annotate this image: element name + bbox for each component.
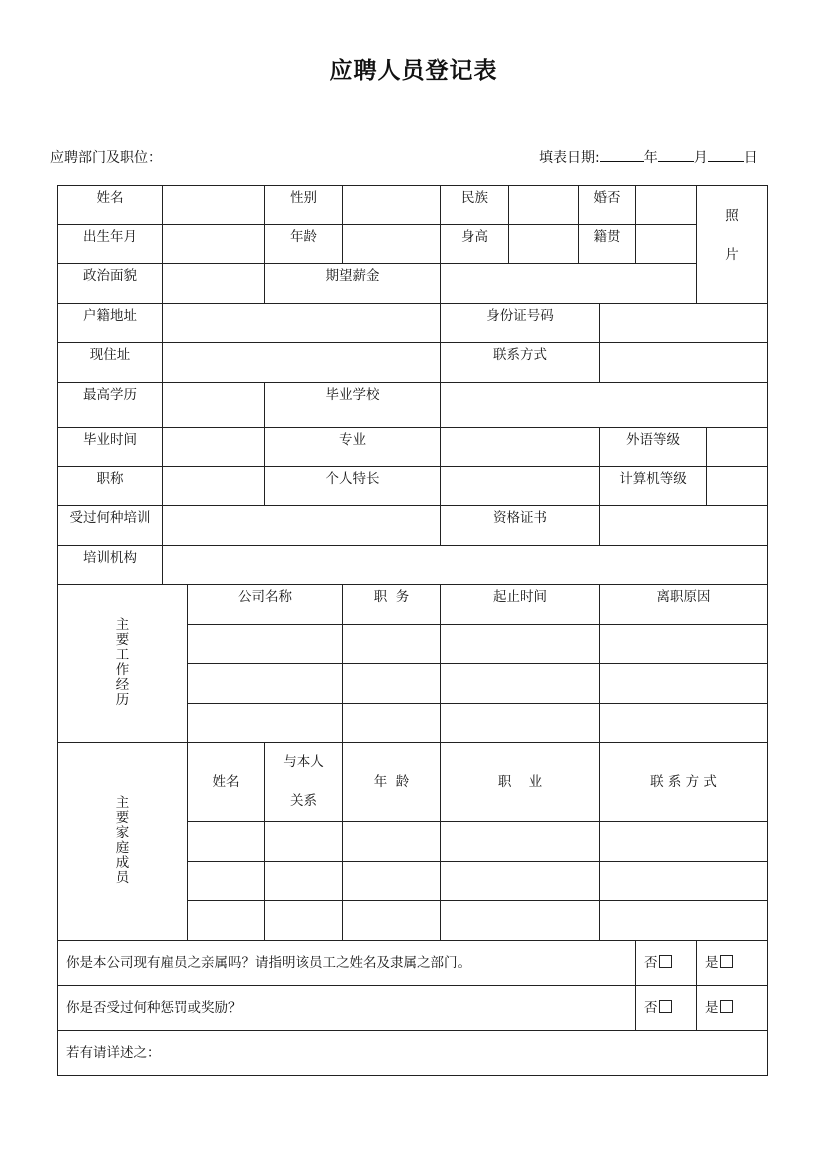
family-col-name: 姓名: [188, 743, 265, 822]
work-cell[interactable]: [441, 704, 600, 743]
question-reward: 你是否受过何种惩罚或奖励？: [58, 986, 636, 1031]
input-native[interactable]: [636, 225, 697, 264]
family-label: [58, 743, 188, 941]
label-title-rank: 职称: [58, 467, 163, 506]
label-id-no: 身份证号码: [441, 304, 600, 343]
registration-form: [57, 185, 768, 1076]
input-height[interactable]: [509, 225, 579, 264]
family-col-relation-1: 与本人: [283, 754, 324, 770]
label-computer: 计算机等级: [600, 467, 707, 506]
work-cell[interactable]: [188, 625, 343, 664]
input-age[interactable]: [343, 225, 441, 264]
input-major[interactable]: [441, 428, 600, 467]
work-cell[interactable]: [600, 625, 768, 664]
photo-label-2: 片: [725, 246, 739, 263]
family-cell[interactable]: [265, 822, 343, 862]
work-cell[interactable]: [343, 625, 441, 664]
family-col-age: 年 龄: [343, 743, 441, 822]
label-gender: 性别: [265, 186, 343, 225]
input-marital[interactable]: [636, 186, 697, 225]
family-cell[interactable]: [600, 822, 768, 862]
label-political: 政治面貌: [58, 264, 163, 304]
work-col-period: 起止时间: [441, 585, 600, 625]
family-cell[interactable]: [441, 862, 600, 901]
work-col-position: 职 务: [343, 585, 441, 625]
q2-no-option[interactable]: 否: [636, 986, 697, 1031]
detail-field[interactable]: [58, 1031, 768, 1076]
work-col-company: 公司名称: [188, 585, 343, 625]
q1-no-checkbox[interactable]: [659, 955, 672, 968]
input-education[interactable]: [163, 383, 265, 428]
q2-yes-checkbox[interactable]: [720, 1000, 733, 1013]
family-cell[interactable]: [600, 862, 768, 901]
work-cell[interactable]: [343, 664, 441, 704]
label-marital: 婚否: [579, 186, 636, 225]
family-cell[interactable]: [343, 901, 441, 941]
input-birth[interactable]: [163, 225, 265, 264]
label-ethnicity: 民族: [441, 186, 509, 225]
work-history-vertical: 主 要 工 作 经 历: [115, 617, 130, 709]
family-cell[interactable]: [343, 862, 441, 901]
label-language: 外语等级: [600, 428, 707, 467]
family-cell[interactable]: [441, 822, 600, 862]
input-contact[interactable]: [600, 343, 768, 383]
input-title-rank[interactable]: [163, 467, 265, 506]
question-relative: 你是本公司现有雇员之亲属吗？请指明该员工之姓名及隶属之部门。: [58, 941, 636, 986]
input-salary[interactable]: [441, 264, 697, 304]
input-grad-time[interactable]: [163, 428, 265, 467]
family-col-job: 职 业: [441, 743, 600, 822]
work-cell[interactable]: [188, 664, 343, 704]
page-title: 应聘人员登记表: [329, 58, 498, 84]
label-specialty: 个人特长: [265, 467, 441, 506]
label-name: 姓名: [58, 186, 163, 225]
label-school: 毕业学校: [265, 383, 441, 428]
input-school[interactable]: [441, 383, 768, 428]
day-label: 日: [743, 150, 758, 166]
family-col-relation-2: 关系: [290, 793, 317, 809]
work-history-label: [58, 585, 188, 743]
label-training: 受过何种培训: [58, 506, 163, 546]
year-blank[interactable]: [600, 147, 644, 162]
family-cell[interactable]: [188, 822, 265, 862]
work-cell[interactable]: [441, 664, 600, 704]
work-cell[interactable]: [600, 664, 768, 704]
work-cell[interactable]: [188, 704, 343, 743]
label-native: 籍贯: [579, 225, 636, 264]
label-age: 年龄: [265, 225, 343, 264]
label-institution: 培训机构: [58, 546, 163, 585]
family-vertical: 主 要 家 庭 成 员: [115, 795, 130, 887]
label-address: 现住址: [58, 343, 163, 383]
family-col-relation: [265, 743, 343, 822]
family-cell[interactable]: [265, 862, 343, 901]
detail-label: 若有请详述之：: [66, 1044, 161, 1061]
label-contact: 联系方式: [441, 343, 600, 383]
label-major: 专业: [265, 428, 441, 467]
label-hukou: 户籍地址: [58, 304, 163, 343]
photo-label-1: 照: [725, 207, 739, 224]
label-height: 身高: [441, 225, 509, 264]
family-col-contact: 联 系 方 式: [600, 743, 768, 822]
input-certificate[interactable]: [600, 506, 768, 546]
input-address[interactable]: [163, 343, 441, 383]
label-birth: 出生年月: [58, 225, 163, 264]
label-certificate: 资格证书: [441, 506, 600, 546]
work-cell[interactable]: [343, 704, 441, 743]
q1-yes-checkbox[interactable]: [720, 955, 733, 968]
input-computer[interactable]: [707, 467, 768, 506]
month-label: 月: [693, 150, 708, 166]
label-education: 最高学历: [58, 383, 163, 428]
q1-no-option[interactable]: 否: [636, 941, 697, 986]
input-ethnicity[interactable]: [509, 186, 579, 225]
fill-date: [539, 147, 758, 167]
family-cell[interactable]: [188, 901, 265, 941]
month-blank[interactable]: [658, 147, 694, 162]
q2-yes-option[interactable]: 是: [697, 986, 768, 1031]
label-grad-time: 毕业时间: [58, 428, 163, 467]
input-institution[interactable]: [163, 546, 768, 585]
work-cell[interactable]: [600, 704, 768, 743]
family-cell[interactable]: [188, 862, 265, 901]
q2-no-checkbox[interactable]: [659, 1000, 672, 1013]
family-cell[interactable]: [600, 901, 768, 941]
work-cell[interactable]: [441, 625, 600, 664]
family-cell[interactable]: [265, 901, 343, 941]
day-blank[interactable]: [708, 147, 744, 162]
input-language[interactable]: [707, 428, 768, 467]
dept-position-label: 应聘部门及职位：: [50, 150, 162, 166]
input-hukou[interactable]: [163, 304, 441, 343]
date-label: 填表日期:: [539, 150, 600, 166]
input-political[interactable]: [163, 264, 265, 304]
family-cell[interactable]: [441, 901, 600, 941]
family-cell[interactable]: [343, 822, 441, 862]
input-specialty[interactable]: [441, 467, 600, 506]
label-salary: 期望薪金: [265, 264, 441, 304]
q1-yes-option[interactable]: 是: [697, 941, 768, 986]
input-training[interactable]: [163, 506, 441, 546]
input-id-no[interactable]: [600, 304, 768, 343]
input-gender[interactable]: [343, 186, 441, 225]
year-label: 年: [643, 150, 658, 166]
work-col-reason: 离职原因: [600, 585, 768, 625]
input-name[interactable]: [163, 186, 265, 225]
photo-box[interactable]: [697, 186, 768, 304]
